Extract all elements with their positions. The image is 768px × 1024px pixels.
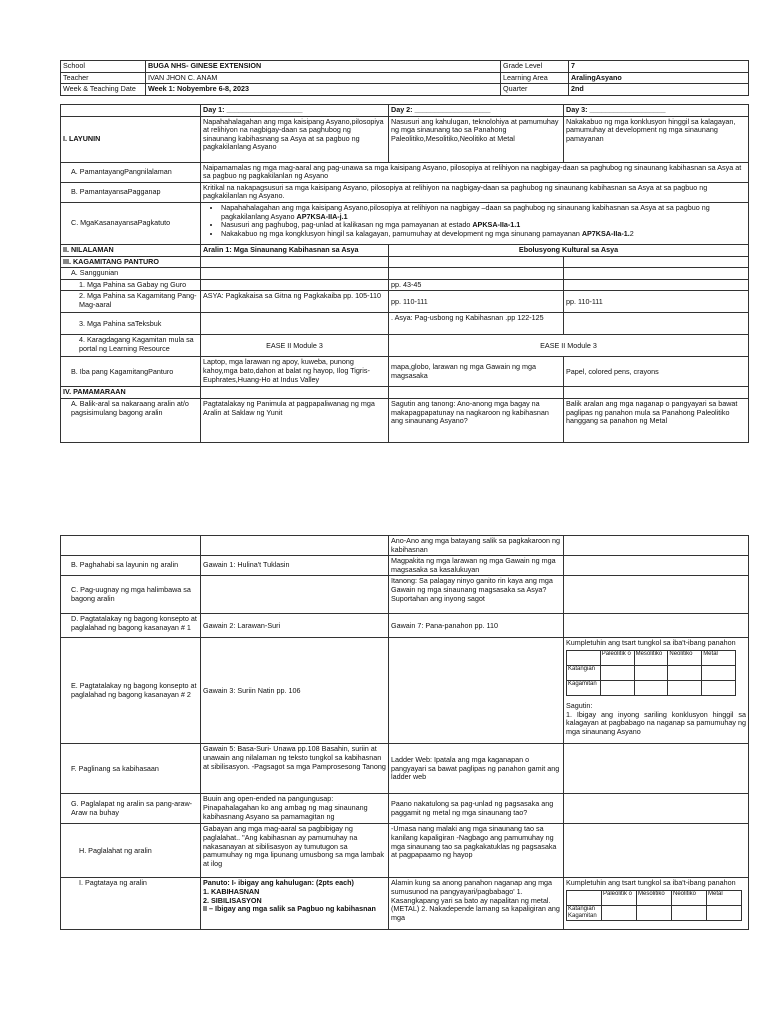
nilalaman-day1: Aralin 1: Mga Sinaunang Kabihasnan sa Asya xyxy=(201,244,389,256)
chart-row-label: Katangian xyxy=(567,665,601,680)
iba-pang-kagamitan-day2: mapa,globo, larawan ng mga Gawain ng mga magsasaka xyxy=(389,357,564,387)
gabay-guro-day2: pp. 43-45 xyxy=(389,279,564,291)
pag-uugnay-day2: Itanong: Sa palagay ninyo ganito rin kaya ang mga Gawain ng mga sinaunang magsasaka sa Asya? Suportahan ang inyong sagot xyxy=(389,576,564,614)
pagtataya-item: 1. KABIHASNAN xyxy=(203,886,260,896)
konsepto1-day2: Gawain 7: Pana-panahon pp. 110 xyxy=(389,614,564,638)
area-value: AralingAsyano xyxy=(569,72,749,84)
balik-aral-label: A. Balik-aral sa nakaraang aralin at/o pagsisimulang bagong aralin xyxy=(61,398,201,442)
teksbuk-day2: . Asya: Pag-usbong ng Kabihasnan .pp 122-125 xyxy=(389,313,564,335)
konsepto1-label: D. Pagtatalakay ng bagong konsepto at paglalahad ng bagong kasanayan # 1 xyxy=(61,614,201,638)
sagutin-question: 1. Ibigay ang inyong sariling konklusyon hinggil sa kalagayan at pagbabago na naganap sa pamumuhay ng mga sinaunang Asyano xyxy=(566,709,746,736)
chart-header: Metal xyxy=(702,650,736,665)
pagtataya-day1 xyxy=(201,878,389,930)
kasanayan-item: • Napahahalagahan ang mga kaisipang Asyano,pilosopiya at relihiyon na nagbigay –daan sa paghubog ng sinaunang kabihasnan sa Asya at sa pagbuo ng pagkakilanlang Asyano AP7KSA-IIA-j.1 xyxy=(221,204,746,221)
layunin-day3: Nakakabuo ng mga konklusyon hinggil sa kalagayan, pamumuhay at development ng mga sinaunang pamayanan xyxy=(564,116,749,162)
konsepto1-day1: Gawain 2: Larawan-Suri xyxy=(201,614,389,638)
learning-resource-day1: EASE II Module 3 xyxy=(201,335,389,357)
gabay-guro-label: 1. Mga Pahina sa Gabay ng Guro xyxy=(61,279,201,291)
paglalapat-day1: Buuin ang open-ended na pangungusap: Pinapahalagahan ko ang ambag ng mag sinaunang kabihasnang Asyano sa pamamagitan ng xyxy=(201,794,389,824)
sagutin-label: Sagutin: xyxy=(566,700,593,710)
week-label: Week & Teaching Date xyxy=(61,84,146,96)
nilalaman-day23: Ebolusyong Kultural sa Asya xyxy=(389,244,749,256)
kasanayan-item: • Nakakabuo ng mga kongklusyon hingil sa kalagayan, pamumuhay at development ng mga sinunang pamayanan AP7KSA-IIa-1.2 xyxy=(221,230,746,239)
day1-header: Day 1: ___________________ xyxy=(201,105,389,117)
pagtataya-item: II – Ibigay ang mga salik sa Pagbuo ng kabihasnan xyxy=(203,904,376,914)
sanggunian-label: A. Sanggunian xyxy=(61,268,201,280)
area-label: Learning Area xyxy=(501,72,569,84)
pagtataya-item: 2. SIBILISASYON xyxy=(203,895,262,905)
konsepto2-label: E. Pagtatalakay ng bagong konsepto at paglalahad ng bagong kasanayan # 2 xyxy=(61,638,201,744)
paglalahat-day2: -Umasa nang malaki ang mga sinaunang tao sa kanilang kapaligiran -Nagbago ang pamumuhay ng mga sinaunang tao sa pagkakatuklas ng pagsasaka at pagpapaamo ng hayop xyxy=(389,824,564,878)
pamantayan-pagganap-label: B. PamantayansaPagganap xyxy=(61,182,201,202)
paglinang-day2: Ladder Web: Ipatala ang mga kaganapan o pangyayari sa bawat paglipas ng panahon gamit ang ladder web xyxy=(389,744,564,794)
grade-label: Grade Level xyxy=(501,61,569,73)
grade-value: 7 xyxy=(569,61,749,73)
day2-header: Day 2: ___________________ xyxy=(389,105,564,117)
pagtataya-day2: Alamin kung sa anong panahon naganap ang mga sumusunod na pangyayari/pagbabago' 1. Kasangkapang yari sa bato ay napalitan ng metal. (METAL) 2. Nakadepende lamang sa kapaligiran ang mga xyxy=(389,878,564,930)
chart-header xyxy=(567,890,602,905)
pamantayang-pangnilalaman-label: A. PamantayangPangnilalaman xyxy=(61,162,201,182)
paglalapat-day2: Paano nakatulong sa pag-unlad ng pagsasaka ang paggamit ng metal ng mga sinaunang tao? xyxy=(389,794,564,824)
plan-table-page2 xyxy=(60,535,749,930)
kagamitang-magaaral-day2: pp. 110-111 xyxy=(389,291,564,313)
chart-header: Mesolitiko xyxy=(637,890,672,905)
layunin-day2: Nasusuri ang kahulugan, teknolohiya at pamumuhay ng mga sinaunang tao sa Panahong Paleolitiko,Mesolitiko,Neolitiko at Metal xyxy=(389,116,564,162)
chart-header: Neolitiko xyxy=(672,890,707,905)
pag-uugnay-label: C. Pag-uugnay ng mga halimbawa sa bagong aralin xyxy=(61,576,201,614)
chart-instruction: Kumpletuhin ang tsart tungkol sa iba't-ibang panahon xyxy=(566,638,736,648)
paghahabi-label: B. Paghahabi sa layunin ng aralin xyxy=(61,556,201,576)
teacher-value: IVAN JHON C. ANAM xyxy=(146,72,501,84)
paghahabi-day1: Gawain 1: Hulina't Tuklasin xyxy=(201,556,389,576)
teksbuk-label: 3. Mga Pahina saTeksbuk xyxy=(61,313,201,335)
paglalahat-day1: Gabayan ang mga mag-aaral sa pagbibigay ng paglalahat.. "Ang kabihasnan ay pamumuhay na nakasanayan at sibilisasyon ay tumutugon sa pamumuhay ng mga lipunang umusbong sa mga lambak at ilog xyxy=(201,824,389,878)
paglinang-day1: Gawain 5: Basa-Suri- Unawa pp.108 Basahin, suriin at unawain ang nilalaman ng teksto tungkol sa kabihasnan at sibilisasyon. -Pagsagot sa mga Pamprosesong Tanong xyxy=(201,744,389,794)
pagtataya-day3 xyxy=(564,878,749,930)
layunin-day1: Napahahalagahan ang mga kaisipang Asyano,pilosopiya at relihiyon na nagbigay-daan sa paghubog ng sinaunang kabihasnang sa Asya at sa pagbuo ng pagkakilanlang Asyano xyxy=(201,116,389,162)
pamantayan-pagganap-text: Kritikal na nakapagsusuri sa mga kaisipang Asyano, pilosopiya at relihiyon na nagbigay-daan sa paghubog ng sinaunang kabihasnan sa Asya at sa pagbuo ng pagkakilanlan ng Asyano. xyxy=(201,182,749,202)
pagtataya-label: I. Pagtataya ng aralin xyxy=(61,878,201,930)
iba-pang-kagamitan-day1: Laptop, mga larawan ng apoy, kuweba, punong kahoy,mga bato,dahon at balat ng hayop, Ilog Tigris-Euphrates,Huang-Ho at Indus Valley xyxy=(201,357,389,387)
week-value: Week 1: Nobyembre 6-8, 2023 xyxy=(146,84,501,96)
chart-row-label: Kagamitan xyxy=(567,680,601,695)
iba-pang-kagamitan-day3: Papel, colored pens, crayons xyxy=(564,357,749,387)
kagamitang-magaaral-label: 2. Mga Pahina sa Kagamitang Pang-Mag-aaral xyxy=(61,291,201,313)
chart-row-label: Katangian Kagamitan xyxy=(567,905,602,920)
pamamaraan-title: IV. PAMAMARAAN xyxy=(61,387,201,399)
quarter-value: 2nd xyxy=(569,84,749,96)
pamantayang-pangnilalaman-text: Naipamamalas ng mga mag-aaral ang pag-unawa sa mga kaisipang Asyano, pilosopiya at relihiyon na nagbigay-daan sa paghubog ng sinaunang kabihasnan sa Asya at sa pagbuo ng pagkakilanlan ng Asyano xyxy=(201,162,749,182)
balik-aral-day1: Pagtatalakay ng Panimula at pagpapaliwanag ng mga Aralin at Saklaw ng Yunit xyxy=(201,398,389,442)
school-value: BUGA NHS- GINESE EXTENSION xyxy=(146,61,501,73)
chart-header: Metal xyxy=(707,890,742,905)
school-label: School xyxy=(61,61,146,73)
period-chart xyxy=(566,650,736,696)
kagamitang-magaaral-day3: pp. 110-111 xyxy=(564,291,749,313)
paglalapat-label: G. Paglalapat ng aralin sa pang-araw-Araw na buhay xyxy=(61,794,201,824)
chart-header xyxy=(567,650,601,665)
cont-day2: Ano-Ano ang mga batayang salik sa pagkakaroon ng kabihasnan xyxy=(389,536,564,556)
chart-header: Neolitiko xyxy=(668,650,702,665)
konsepto2-day3 xyxy=(564,638,749,744)
kagamitan-title: III. KAGAMITANG PANTURO xyxy=(61,256,201,268)
balik-aral-day3: Balik aralan ang mga naganap o pangyayari sa bawat paglipas ng panahon mula sa Panahong Paleolitiko hanggang sa panahon ng Metal xyxy=(564,398,749,442)
nilalaman-title: II. NILALAMAN xyxy=(61,244,201,256)
pagtataya-instruction: Panuto: I- ibigay ang kahulugan: (2pts each) xyxy=(203,878,354,888)
paglinang-label: F. Paglinang sa kabihasaan xyxy=(61,744,201,794)
kagamitang-magaaral-day1: ASYA: Pagkakaisa sa Gitna ng Pagkakaiba pp. 105-110 xyxy=(201,291,389,313)
day3-header: Day 3: ___________________ xyxy=(564,105,749,117)
chart-header: Paleolitik o xyxy=(600,650,634,665)
chart-header: Paleolitik o xyxy=(602,890,637,905)
kasanayan-list xyxy=(201,202,749,244)
period-chart xyxy=(566,890,742,921)
kasanayan-item: • Nasusuri ang paghubog, pag-unlad at kalikasan ng mga pamayanan at estado APKSA-IIa-1.1 xyxy=(221,221,746,230)
kasanayan-label: C. MgaKasanayansaPagkatuto xyxy=(61,202,201,244)
balik-aral-day2: Sagutin ang tanong: Ano-anong mga bagay na makapagpapatunay na nagkaroon ng kabihasnan ang sinaunang Asyano? xyxy=(389,398,564,442)
learning-resource-day23: EASE II Module 3 xyxy=(389,335,749,357)
paghahabi-day2: Magpakita ng mga larawan ng mga Gawain ng mga magsasaka sa kasalukuyan xyxy=(389,556,564,576)
layunin-title: I. LAYUNIN xyxy=(61,116,201,162)
chart-instruction: Kumpletuhin ang tsart tungkol sa iba't-ibang panahon xyxy=(566,878,736,888)
quarter-label: Quarter xyxy=(501,84,569,96)
learning-resource-label: 4. Karagdagang Kagamitan mula sa portal ng Learning Resource xyxy=(61,335,201,357)
chart-header: Mesolitiko xyxy=(634,650,668,665)
iba-pang-kagamitan-label: B. Iba pang KagamitangPanturo xyxy=(61,357,201,387)
paglalahat-label: H. Paglalahat ng aralin xyxy=(61,824,201,878)
header-table xyxy=(60,60,749,96)
konsepto2-day1: Gawain 3: Suriin Natin pp. 106 xyxy=(201,638,389,744)
plan-table-page1 xyxy=(60,104,768,443)
teacher-label: Teacher xyxy=(61,72,146,84)
